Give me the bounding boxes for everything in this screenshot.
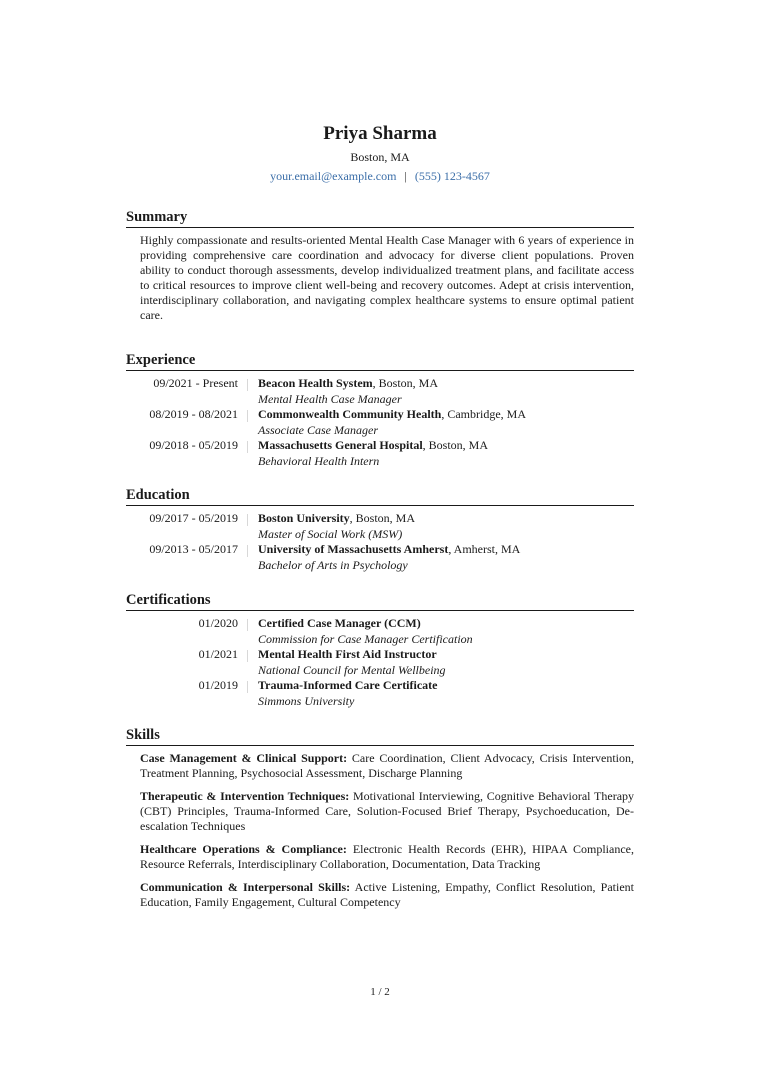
entry-date: 08/2019 - 08/2021 xyxy=(149,407,238,421)
skill-category: Therapeutic & Intervention Techniques: xyxy=(140,789,350,803)
skill-group xyxy=(140,789,634,834)
certification-issuer: Commission for Case Manager Certification xyxy=(258,631,473,646)
entry-content xyxy=(258,647,634,678)
entry-date: 01/2020 xyxy=(198,616,238,630)
entry-divider xyxy=(247,681,248,693)
entry-organization: Boston University xyxy=(258,511,350,525)
entry-degree: Bachelor of Arts in Psychology xyxy=(258,557,408,572)
education-section xyxy=(126,486,634,573)
section-title-skills: Skills xyxy=(126,726,634,746)
entry-date: 09/2021 - Present xyxy=(153,376,238,390)
skill-group xyxy=(140,880,634,910)
entry-organization: Beacon Health System xyxy=(258,376,373,390)
candidate-name: Priya Sharma xyxy=(323,123,437,144)
entry-location: , Amherst, MA xyxy=(448,542,521,556)
summary-text: Highly compassionate and results-oriented Mental Health Case Manager with 6 years of experience in providing comprehensive care coordination and advocacy for diverse client populations. Proven ability to conduct thorough assessments, develop individualized treatment plans, and facilitate access to critical resources to improve client well-being and recovery outcomes. Adept at crisis intervention, interdisciplinary collaboration, and navigating complex healthcare systems to ensure optimal patient care. xyxy=(140,233,634,322)
entry-date: 01/2021 xyxy=(198,647,238,661)
entry-content xyxy=(258,678,634,709)
skill-category: Healthcare Operations & Compliance: xyxy=(140,842,347,856)
skills-section xyxy=(126,726,634,918)
certification-name: Mental Health First Aid Instructor xyxy=(258,647,437,661)
skill-items: Care Coordination, Client Advocacy, Crisis Intervention, Treatment Planning, Psychosocial Assessment, Discharge Planning xyxy=(140,751,635,780)
entry-divider xyxy=(247,410,248,422)
skill-items: Electronic Health Records (EHR), HIPAA Compliance, Resource Referrals, Interdisciplinary Collaboration, Documentation, Data Tracking xyxy=(140,842,634,871)
entry-role: Behavioral Health Intern xyxy=(258,453,380,468)
entry-degree: Master of Social Work (MSW) xyxy=(258,526,403,541)
entry-date: 09/2013 - 05/2017 xyxy=(149,542,238,556)
summary-section xyxy=(126,208,634,323)
entry-location: , Boston, MA xyxy=(372,376,438,390)
education-list xyxy=(126,511,634,573)
entry-role: Mental Health Case Manager xyxy=(258,391,402,406)
skill-category: Case Management & Clinical Support: xyxy=(140,751,348,765)
skill-category: Communication & Interpersonal Skills: xyxy=(140,880,351,894)
contact-line xyxy=(126,168,634,184)
skills-list xyxy=(126,751,634,910)
skill-items: Motivational Interviewing, Cognitive Behavioral Therapy (CBT) Principles, Trauma-Informed Care, Solution-Focused Brief Therapy, Psychoeducation, De-escalation Techniques xyxy=(140,789,635,833)
entry-content xyxy=(258,407,634,438)
entry-location: , Cambridge, MA xyxy=(441,407,526,421)
candidate-location: Boston, MA xyxy=(350,150,410,164)
section-title-education: Education xyxy=(126,486,634,506)
entry-organization: Commonwealth Community Health xyxy=(258,407,442,421)
entry-date: 09/2017 - 05/2019 xyxy=(149,511,238,525)
entry-role: Associate Case Manager xyxy=(258,422,378,437)
entry-divider xyxy=(247,441,248,453)
skill-group xyxy=(140,842,634,872)
certifications-section xyxy=(126,591,634,709)
experience-entry xyxy=(126,438,634,469)
entry-divider xyxy=(247,514,248,526)
section-title-certifications: Certifications xyxy=(126,591,634,611)
experience-entry xyxy=(126,407,634,438)
experience-entry xyxy=(126,376,634,407)
resume-header xyxy=(126,122,634,184)
entry-content xyxy=(258,511,634,542)
entry-date: 09/2018 - 05/2019 xyxy=(149,438,238,452)
entry-location: , Boston, MA xyxy=(349,511,416,525)
entry-content xyxy=(258,616,634,647)
certification-entry xyxy=(126,647,634,678)
entry-content xyxy=(258,438,634,469)
certification-entry xyxy=(126,616,634,647)
entry-divider xyxy=(247,379,248,391)
page-number: 1 / 2 xyxy=(370,986,390,998)
entry-content xyxy=(258,542,634,573)
entry-organization: University of Massachusetts Amherst xyxy=(258,542,449,556)
section-title-summary: Summary xyxy=(126,208,634,228)
skill-group xyxy=(140,751,634,781)
certification-name: Certified Case Manager (CCM) xyxy=(258,616,421,630)
experience-list xyxy=(126,376,634,469)
entry-location: , Boston, MA xyxy=(422,438,489,452)
entry-date: 01/2019 xyxy=(198,678,238,692)
certification-name: Trauma-Informed Care Certificate xyxy=(258,678,438,692)
email-link[interactable]: your.email@example.com xyxy=(270,169,397,183)
skill-items: Active Listening, Empathy, Conflict Resolution, Patient Education, Family Engagement, Cultural Competency xyxy=(140,880,634,909)
entry-divider xyxy=(247,650,248,662)
entry-divider xyxy=(247,545,248,557)
certification-issuer: Simmons University xyxy=(258,693,355,708)
phone-link[interactable]: (555) 123-4567 xyxy=(414,169,490,183)
experience-section xyxy=(126,351,634,469)
education-entry xyxy=(126,511,634,542)
certification-entry xyxy=(126,678,634,709)
entry-divider xyxy=(247,619,248,631)
entry-organization: Massachusetts General Hospital xyxy=(258,438,423,452)
education-entry xyxy=(126,542,634,573)
contact-separator: | xyxy=(404,169,407,183)
section-title-experience: Experience xyxy=(126,351,634,371)
certification-issuer: National Council for Mental Wellbeing xyxy=(258,662,446,677)
entry-content xyxy=(258,376,634,407)
certifications-list xyxy=(126,616,634,709)
